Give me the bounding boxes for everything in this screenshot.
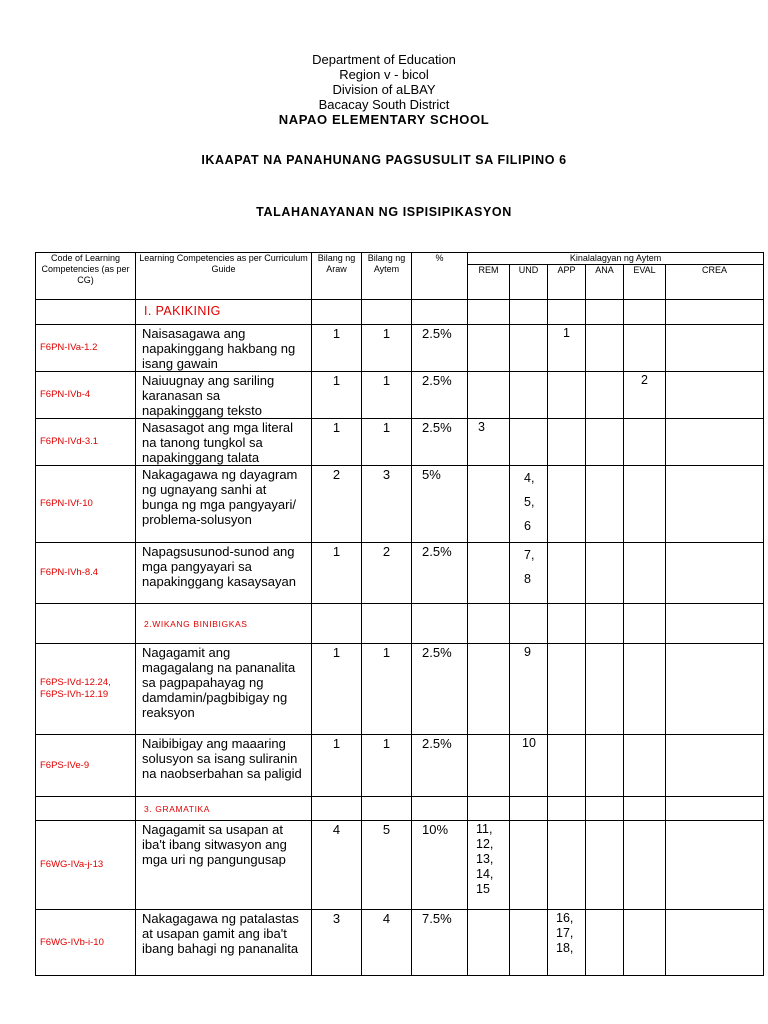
- ana-cell: [586, 543, 624, 604]
- items-cell: 1: [362, 419, 412, 466]
- und-cell: [510, 325, 548, 372]
- item-number: 8: [524, 572, 531, 586]
- crea-cell: [666, 910, 764, 976]
- eval-cell: [624, 735, 666, 797]
- competency-code: F6WG-IVa-j-13: [36, 821, 136, 910]
- table-row: [36, 735, 764, 797]
- days-cell: 1: [312, 419, 362, 466]
- item-number: 12,: [476, 837, 494, 851]
- eval-cell: [624, 543, 666, 604]
- item-number: 6: [524, 519, 531, 533]
- competency-code: F6PS-IVd-12.24, F6PS-IVh-12.19: [36, 644, 136, 735]
- table-row: [36, 419, 764, 466]
- header-app: APP: [548, 265, 586, 300]
- competency-code: F6PN-IVb-4: [36, 372, 136, 419]
- header-days: Bilang ng Araw: [312, 253, 362, 300]
- und-cell: [510, 910, 548, 976]
- und-cell: 10: [510, 735, 548, 797]
- app-cell: [548, 466, 586, 543]
- header-und: UND: [510, 265, 548, 300]
- days-cell: 1: [312, 325, 362, 372]
- items-cell: 1: [362, 325, 412, 372]
- item-number: 16,: [556, 911, 574, 925]
- competency-text: Napagsusunod-sunod ang mga pangyayari sa napakinggang kasaysayan: [136, 543, 312, 604]
- crea-cell: [666, 372, 764, 419]
- percent-cell: 10%: [412, 821, 468, 910]
- items-cell: 3: [362, 466, 412, 543]
- header-items: Bilang ng Aytem: [362, 253, 412, 300]
- table-row: [36, 466, 764, 543]
- item-number: 4,: [524, 471, 535, 485]
- percent-cell: 2.5%: [412, 735, 468, 797]
- section-row: [36, 604, 764, 644]
- exam-title: IKAAPAT NA PANAHUNANG PAGSUSULIT SA FILIPINO 6: [201, 153, 567, 167]
- competency-text: Nakagagawa ng dayagram ng ugnayang sanhi at bunga ng mga pangyayari/ problema-solusyon: [136, 466, 312, 543]
- competency-text: Nagagamit ang magagalang na pananalita sa pagpapahayag ng damdamin/pagbibigay ng reaksyon: [136, 644, 312, 735]
- und-cell: [510, 372, 548, 419]
- eval-cell: [624, 644, 666, 735]
- header-line: Division of aLBAY: [332, 82, 436, 97]
- item-number: 13,: [476, 852, 494, 866]
- school-name: NAPAO ELEMENTARY SCHOOL: [278, 112, 490, 127]
- competency-code: F6PN-IVd-3.1: [36, 419, 136, 466]
- competency-text: Naisasagawa ang napakinggang hakbang ng isang gawain: [136, 325, 312, 372]
- ana-cell: [586, 644, 624, 735]
- table-row: [36, 910, 764, 976]
- crea-cell: [666, 543, 764, 604]
- table-row: [36, 372, 764, 419]
- items-cell: 5: [362, 821, 412, 910]
- app-cell: [548, 543, 586, 604]
- crea-cell: [666, 419, 764, 466]
- days-cell: 4: [312, 821, 362, 910]
- percent-cell: 5%: [412, 466, 468, 543]
- item-number: 14,: [476, 867, 494, 881]
- table-row: [36, 644, 764, 735]
- table-row: [36, 325, 764, 372]
- days-cell: 1: [312, 543, 362, 604]
- header-competency: Learning Competencies as per Curriculum Guide: [136, 253, 312, 300]
- header-crea: CREA: [666, 265, 764, 300]
- item-number: 15: [476, 882, 490, 896]
- ana-cell: [586, 466, 624, 543]
- items-cell: 4: [362, 910, 412, 976]
- table-row: [36, 821, 764, 910]
- table-row: [36, 543, 764, 604]
- crea-cell: [666, 325, 764, 372]
- percent-cell: 2.5%: [412, 325, 468, 372]
- app-cell: [548, 644, 586, 735]
- competency-text: Nagagamit sa usapan at iba't ibang sitwasyon ang mga uri ng pangungusap: [136, 821, 312, 910]
- header-line: Region v - bicol: [339, 67, 429, 82]
- header-line: Department of Education: [312, 52, 456, 67]
- eval-cell: 2: [624, 372, 666, 419]
- items-cell: 2: [362, 543, 412, 604]
- item-number: 17,: [556, 926, 574, 940]
- header-placement: Kinalalagyan ng Aytem: [468, 253, 764, 265]
- crea-cell: [666, 644, 764, 735]
- rem-cell: [468, 466, 510, 543]
- item-number: 7,: [524, 548, 535, 562]
- document-header: [0, 52, 768, 128]
- competency-text: Nasasagot ang mga literal na tanong tungkol sa napakinggang talata: [136, 419, 312, 466]
- rem-cell: [468, 372, 510, 419]
- eval-cell: [624, 325, 666, 372]
- ana-cell: [586, 372, 624, 419]
- und-cell: [510, 466, 548, 543]
- und-cell: [510, 821, 548, 910]
- und-cell: [510, 543, 548, 604]
- competency-text: Naibibigay ang maaaring solusyon sa isang suliranin na naobserbahan sa paligid: [136, 735, 312, 797]
- item-number: 5,: [524, 495, 535, 509]
- rem-cell: [468, 821, 510, 910]
- rem-cell: [468, 910, 510, 976]
- competency-code: F6PN-IVh-8.4: [36, 543, 136, 604]
- app-cell: 1: [548, 325, 586, 372]
- ana-cell: [586, 821, 624, 910]
- items-cell: 1: [362, 644, 412, 735]
- header-rem: REM: [468, 265, 510, 300]
- und-cell: [510, 419, 548, 466]
- eval-cell: [624, 821, 666, 910]
- crea-cell: [666, 821, 764, 910]
- days-cell: 1: [312, 644, 362, 735]
- ana-cell: [586, 735, 624, 797]
- days-cell: 1: [312, 372, 362, 419]
- header-code: Code of Learning Competencies (as per CG): [36, 253, 136, 300]
- rem-cell: [468, 644, 510, 735]
- items-cell: 1: [362, 735, 412, 797]
- competency-code: F6PS-IVe-9: [36, 735, 136, 797]
- app-cell: [548, 910, 586, 976]
- header-ana: ANA: [586, 265, 624, 300]
- app-cell: [548, 821, 586, 910]
- table-title: TALAHANAYANAN NG ISPISIPIKASYON: [256, 205, 512, 219]
- ana-cell: [586, 325, 624, 372]
- rem-cell: [468, 735, 510, 797]
- percent-cell: 2.5%: [412, 644, 468, 735]
- app-cell: [548, 735, 586, 797]
- days-cell: 2: [312, 466, 362, 543]
- item-number: 11,: [476, 822, 493, 836]
- header-percent: %: [412, 253, 468, 300]
- percent-cell: 2.5%: [412, 543, 468, 604]
- percent-cell: 7.5%: [412, 910, 468, 976]
- percent-cell: 2.5%: [412, 372, 468, 419]
- header-eval: EVAL: [624, 265, 666, 300]
- crea-cell: [666, 466, 764, 543]
- app-cell: [548, 372, 586, 419]
- days-cell: 3: [312, 910, 362, 976]
- item-number: 18,: [556, 941, 574, 955]
- section-title: 2.WIKANG BINIBIGKAS: [136, 604, 312, 644]
- und-cell: 9: [510, 644, 548, 735]
- eval-cell: [624, 910, 666, 976]
- rem-cell: [468, 325, 510, 372]
- section-row: [36, 797, 764, 821]
- competency-code: F6PN-IVa-1.2: [36, 325, 136, 372]
- items-cell: 1: [362, 372, 412, 419]
- section-row: [36, 300, 764, 325]
- competency-code: F6WG-IVb-i-10: [36, 910, 136, 976]
- ana-cell: [586, 910, 624, 976]
- specification-table: [35, 252, 764, 976]
- days-cell: 1: [312, 735, 362, 797]
- header-line: Bacacay South District: [318, 97, 450, 112]
- eval-cell: [624, 466, 666, 543]
- rem-cell: 3: [468, 419, 510, 466]
- app-cell: [548, 419, 586, 466]
- competency-text: Naiuugnay ang sariling karanasan sa napakinggang teksto: [136, 372, 312, 419]
- rem-cell: [468, 543, 510, 604]
- eval-cell: [624, 419, 666, 466]
- section-title: 3. GRAMATIKA: [136, 797, 312, 821]
- competency-code: F6PN-IVf-10: [36, 466, 136, 543]
- crea-cell: [666, 735, 764, 797]
- competency-text: Nakagagawa ng patalastas at usapan gamit ang iba't ibang bahagi ng pananalita: [136, 910, 312, 976]
- percent-cell: 2.5%: [412, 419, 468, 466]
- section-title: I. PAKIKINIG: [136, 300, 312, 325]
- ana-cell: [586, 419, 624, 466]
